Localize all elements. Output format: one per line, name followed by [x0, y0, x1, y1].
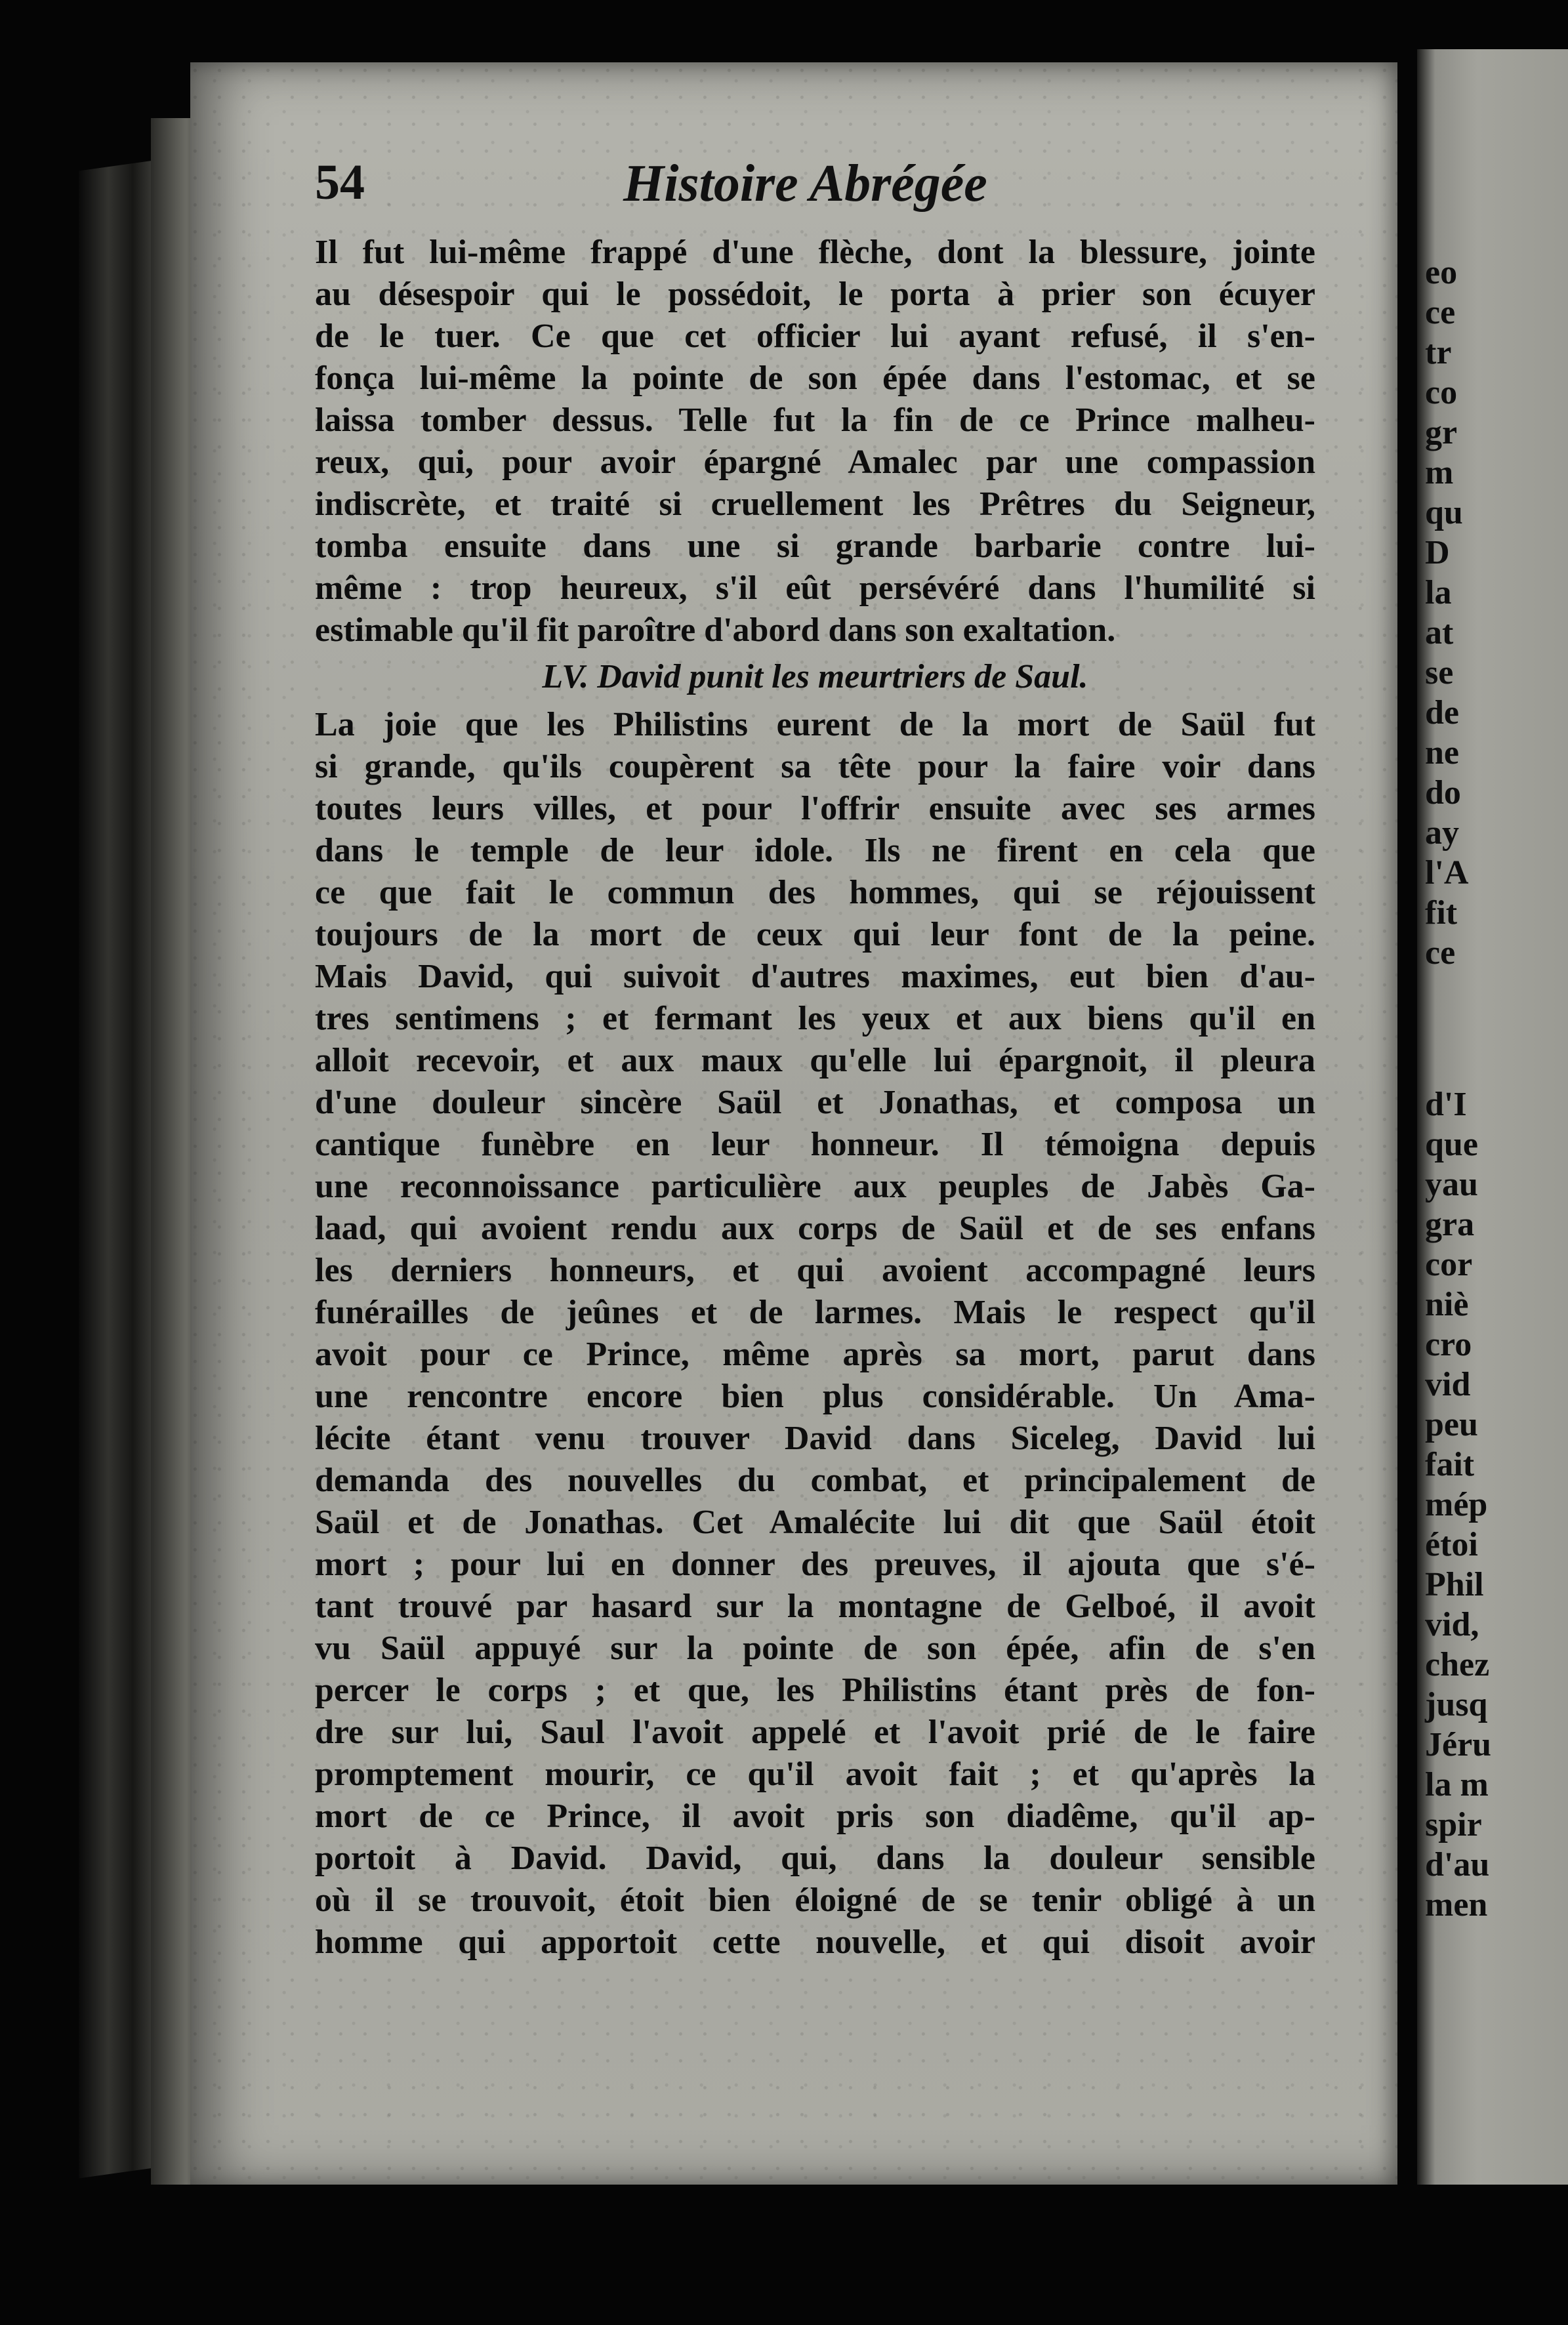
text-line: tant trouvé par hasard sur la montagne de Gelboé, il avoit [315, 1588, 1315, 1625]
text-line: tomba ensuite dans une si grande barbarie contre lui- [315, 527, 1315, 565]
text-line: une rencontre encore bien plus considérable. Un Ama- [315, 1378, 1315, 1415]
paragraph-david-punishes [315, 704, 1315, 1964]
facing-fragment: gra [1425, 1206, 1475, 1243]
facing-fragment: at [1425, 614, 1454, 651]
text-line: La joie que les Philistins eurent de la mort de Saül fut [315, 706, 1315, 743]
text-line: dans le temple de leur idole. Ils ne firent en cela que [315, 832, 1315, 869]
facing-fragment: niè [1425, 1286, 1469, 1323]
scan-background-bottom [0, 2185, 1568, 2325]
facing-fragment: ce [1425, 934, 1456, 972]
facing-fragment: mép [1425, 1486, 1488, 1523]
page-body [315, 232, 1315, 1964]
facing-fragment: cro [1425, 1326, 1472, 1363]
text-line: Saül et de Jonathas. Cet Amalécite lui dit que Saül étoit [315, 1504, 1315, 1541]
facing-fragment: jusq [1425, 1686, 1488, 1723]
text-line: fonça lui-même la pointe de son épée dans l'estomac, et se [315, 360, 1315, 397]
facing-fragment: étoi [1425, 1526, 1478, 1563]
text-line: de le tuer. Ce que cet officier lui ayant refusé, il s'en- [315, 318, 1315, 355]
facing-fragment: fit [1425, 894, 1458, 932]
text-line: tres sentimens ; et fermant les yeux et aux biens qu'il en [315, 1000, 1315, 1037]
facing-fragment: cor [1425, 1246, 1473, 1283]
page-header [315, 154, 1365, 226]
facing-fragment: do [1425, 774, 1461, 812]
facing-fragment: eo [1425, 254, 1458, 291]
text-line: vu Saül appuyé sur la pointe de son épée, afin de s'en [315, 1630, 1315, 1667]
facing-fragment: qu [1425, 494, 1463, 531]
facing-fragment: spir [1425, 1806, 1482, 1843]
facing-fragment: l'A [1425, 854, 1469, 892]
text-line: indiscrète, et traité si cruellement les Prêtres du Seigneur, [315, 485, 1315, 523]
facing-page-text [1425, 253, 1568, 1925]
facing-fragment: la [1425, 574, 1452, 611]
text-line: lécite étant venu trouver David dans Siceleg, David lui [315, 1420, 1315, 1457]
text-line: une reconnoissance particulière aux peuples de Jabès Ga- [315, 1168, 1315, 1205]
running-title: Histoire Abrégée [623, 155, 987, 213]
facing-fragment: tr [1425, 334, 1452, 371]
facing-fragment: d'au [1425, 1846, 1490, 1883]
facing-fragment: fait [1425, 1446, 1475, 1483]
text-line: funérailles de jeûnes et de larmes. Mais le respect qu'il [315, 1294, 1315, 1331]
text-line: d'une douleur sincère Saül et Jonathas, et composa un [315, 1084, 1315, 1121]
text-line: homme qui apportoit cette nouvelle, et qui disoit avoir [315, 1924, 1315, 1961]
facing-fragment: vid [1425, 1366, 1471, 1403]
text-line: reux, qui, pour avoir épargné Amalec par une compassion [315, 443, 1315, 481]
facing-fragment: chez [1425, 1646, 1490, 1683]
facing-gap [1425, 973, 1568, 1084]
facing-fragment: ce [1425, 294, 1456, 331]
section-heading: LV. David punit les meurtriers de Saul. [542, 658, 1088, 695]
facing-fragment: que [1425, 1126, 1478, 1163]
text-line: promptement mourir, ce qu'il avoit fait ; et qu'après la [315, 1756, 1315, 1793]
facing-fragment: d'I [1425, 1086, 1467, 1123]
left-page [190, 62, 1397, 2188]
text-line: demanda des nouvelles du combat, et principalement de [315, 1462, 1315, 1499]
facing-fragment: co [1425, 374, 1458, 411]
text-line: même : trop heureux, s'il eût persévéré dans l'humilité si [315, 569, 1315, 607]
text-line: où il se trouvoit, étoit bien éloigné de se tenir obligé à un [315, 1882, 1315, 1919]
facing-fragment: ay [1425, 814, 1459, 852]
text-line: au désespoir qui le possédoit, le porta à prier son écuyer [315, 276, 1315, 313]
text-line: laissa tomber dessus. Telle fut la fin de ce Prince malheu- [315, 401, 1315, 439]
facing-fragment: m [1425, 454, 1454, 491]
page-number: 54 [315, 155, 365, 210]
facing-fragment: se [1425, 654, 1454, 691]
facing-fragment: yau [1425, 1166, 1478, 1203]
text-line: Il fut lui-même frappé d'une flèche, dont la blessure, jointe [315, 234, 1315, 271]
text-line: alloit recevoir, et aux maux qu'elle lui épargnoit, il pleura [315, 1042, 1315, 1079]
text-line: portoit à David. David, qui, dans la douleur sensible [315, 1840, 1315, 1877]
facing-fragment: Phil [1425, 1566, 1484, 1603]
text-line: si grande, qu'ils coupèrent sa tête pour la faire voir dans [315, 748, 1315, 785]
facing-fragment: Jéru [1425, 1726, 1492, 1763]
text-line: mort de ce Prince, il avoit pris son diadême, qu'il ap- [315, 1798, 1315, 1835]
text-line: dre sur lui, Saul l'avoit appelé et l'avoit prié de le faire [315, 1714, 1315, 1751]
text-line: Mais David, qui suivoit d'autres maximes, eut bien d'au- [315, 958, 1315, 995]
facing-fragment: vid, [1425, 1606, 1479, 1643]
facing-fragment: la m [1425, 1766, 1489, 1803]
facing-fragment: gr [1425, 414, 1458, 451]
facing-fragment: de [1425, 694, 1459, 731]
paragraph-death-of-saul [315, 232, 1315, 651]
text-line: laad, qui avoient rendu aux corps de Saül et de ses enfans [315, 1210, 1315, 1247]
text-line: mort ; pour lui en donner des preuves, il ajouta que s'é- [315, 1546, 1315, 1583]
text-line: percer le corps ; et que, les Philistins étant près de fon- [315, 1672, 1315, 1709]
facing-fragment: D [1425, 534, 1450, 571]
text-line: cantique funèbre en leur honneur. Il témoigna depuis [315, 1126, 1315, 1163]
text-line: les derniers honneurs, et qui avoient accompagné leurs [315, 1252, 1315, 1289]
text-line: toutes leurs villes, et pour l'offrir ensuite avec ses armes [315, 790, 1315, 827]
text-line: ce que fait le commun des hommes, qui se réjouissent [315, 874, 1315, 911]
text-line: estimable qu'il fit paroître d'abord dans son exaltation. [315, 611, 1116, 649]
facing-fragment: men [1425, 1886, 1488, 1924]
facing-fragment: peu [1425, 1406, 1478, 1443]
text-line: avoit pour ce Prince, même après sa mort, parut dans [315, 1336, 1315, 1373]
text-line: toujours de la mort de ceux qui leur font de la peine. [315, 916, 1315, 953]
facing-fragment: ne [1425, 734, 1459, 772]
